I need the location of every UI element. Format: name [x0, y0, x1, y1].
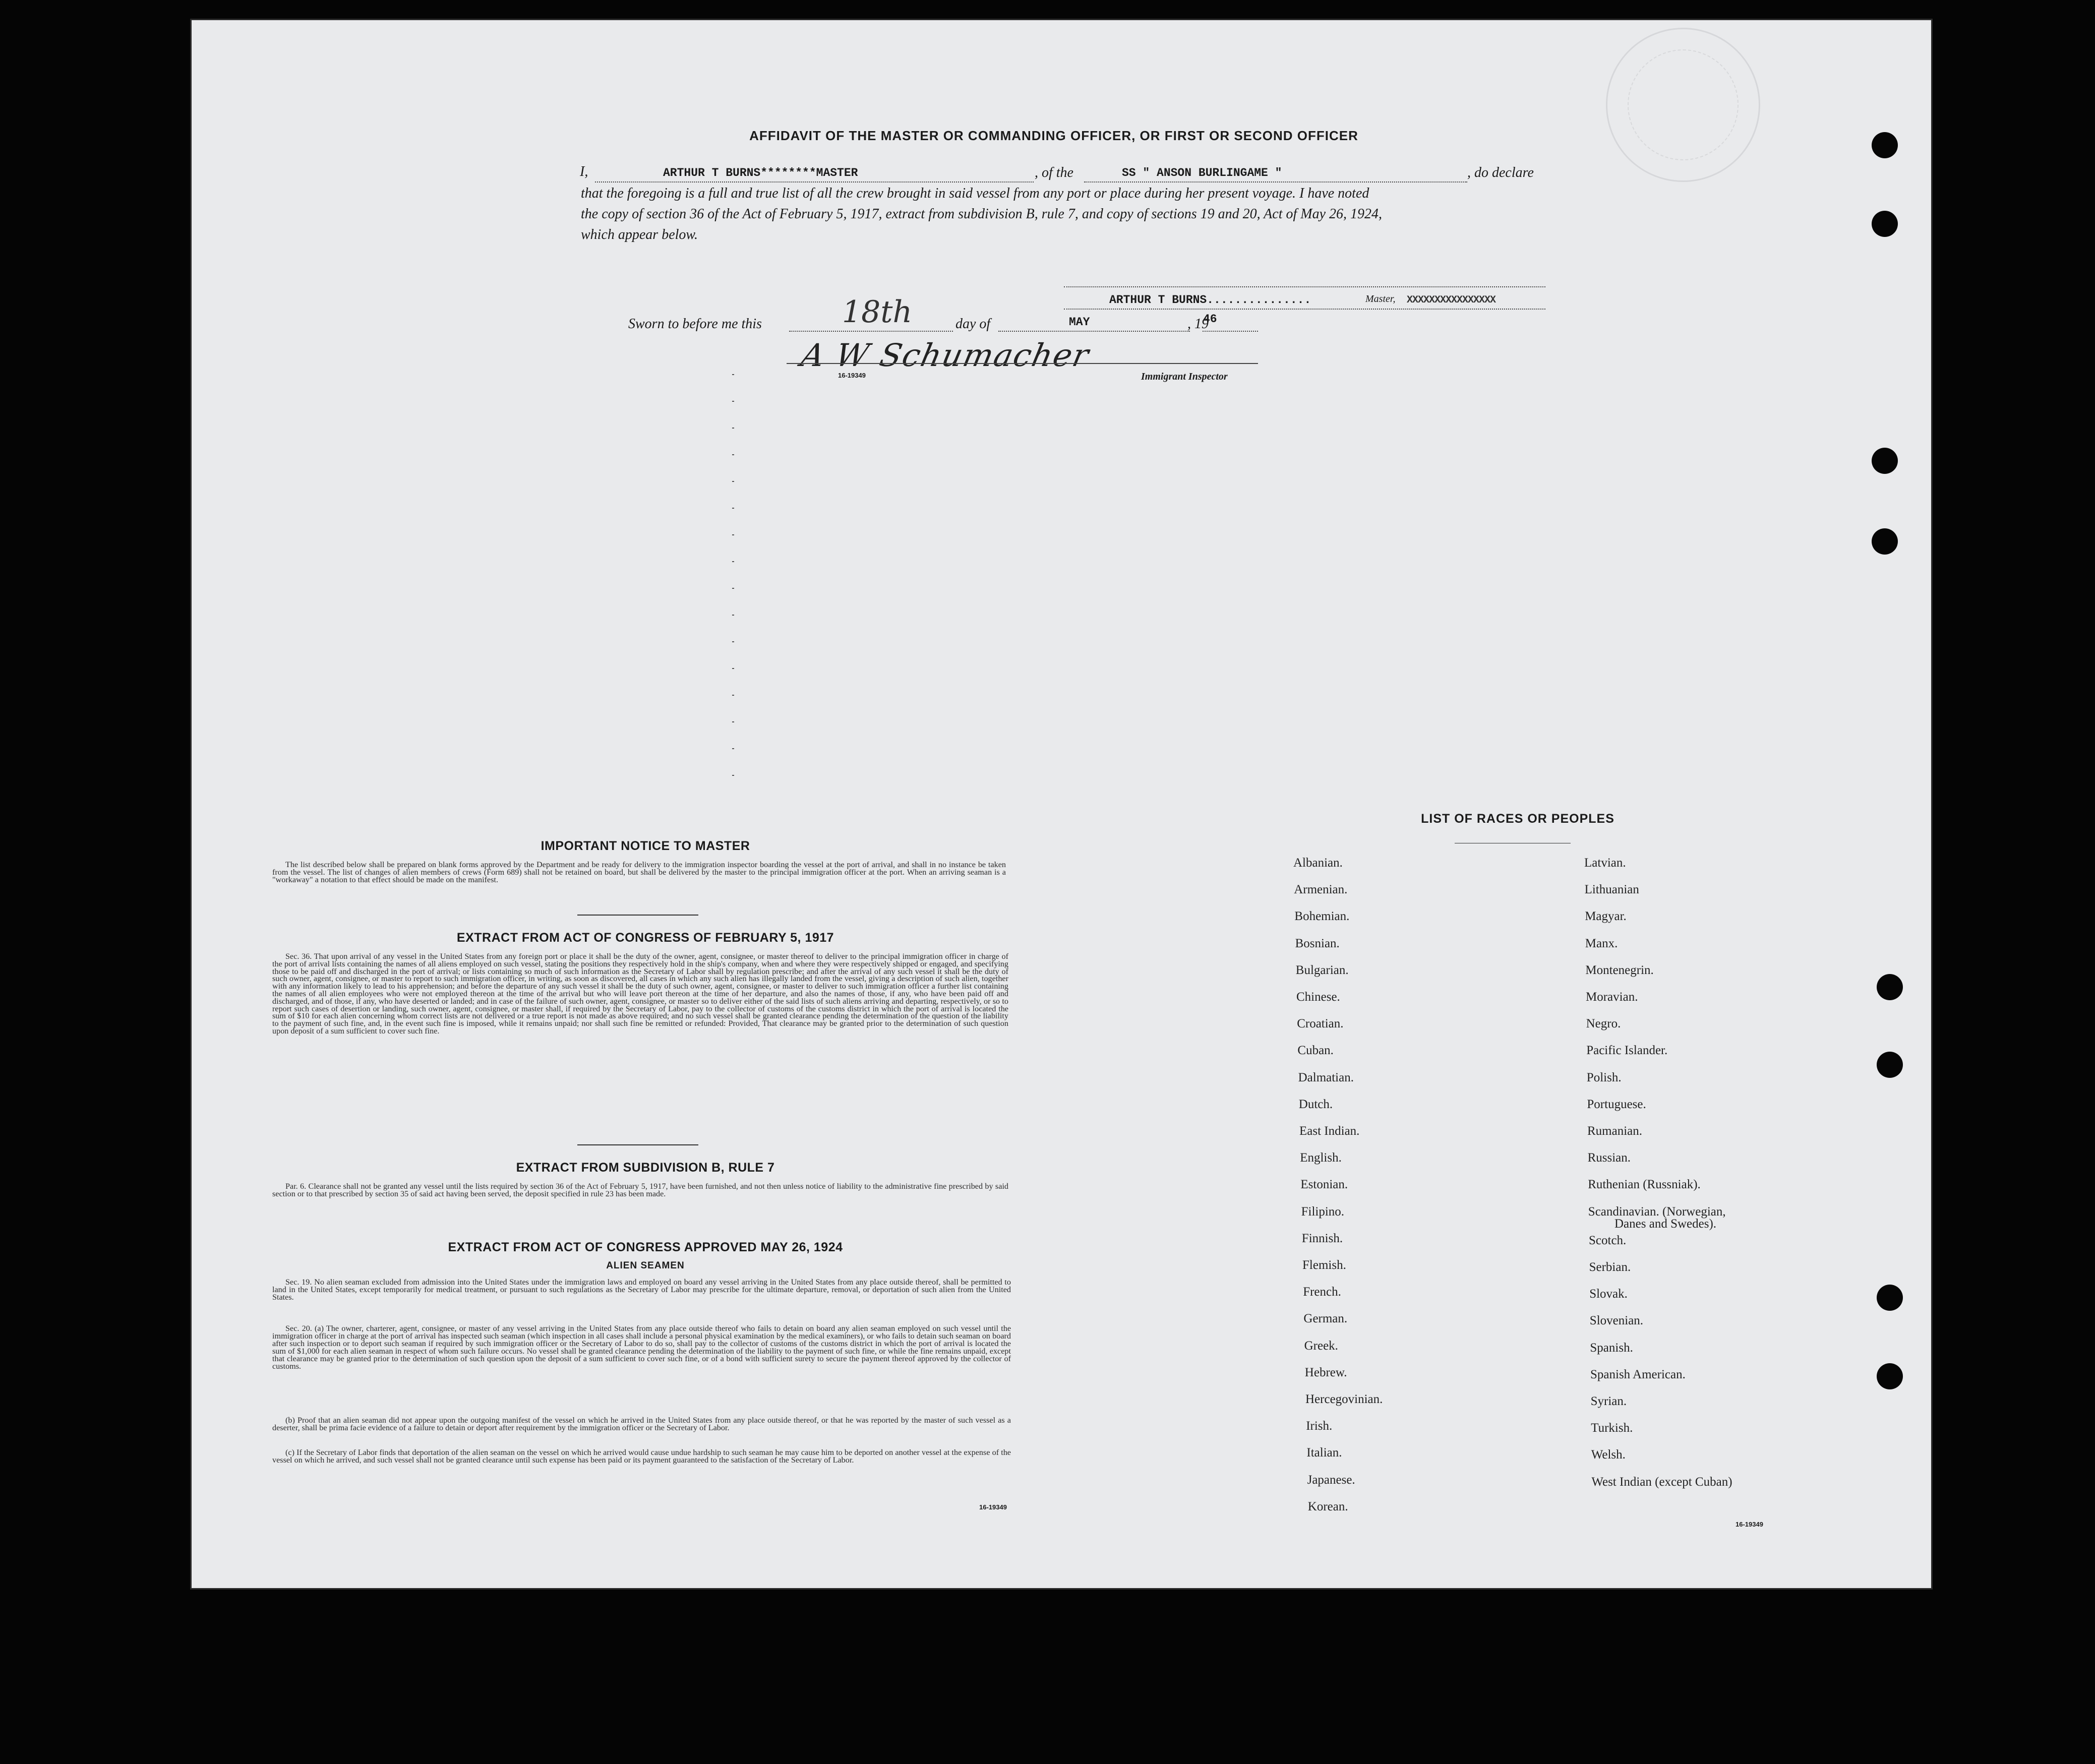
sworn-day-line: [789, 331, 953, 332]
sworn-month: MAY: [1069, 316, 1090, 329]
race-item: Scotch.: [1589, 1233, 1627, 1247]
embossed-seal: [1606, 28, 1760, 182]
race-item: Korean.: [1307, 1499, 1348, 1513]
margin-tick: [732, 428, 734, 429]
race-item: Dalmatian.: [1298, 1070, 1354, 1084]
extract2-text: Par. 6. Clearance shall not be granted any vessel until the lists required by section 36 of the Act of February 5, 1917, have been furnished, and not then unless notice of liability to the administrative fine prescribed by said section or to that prescribed by section 35 of said act having been served, the deposit specified in rule 23 has been made.: [272, 1182, 1008, 1198]
race-item: Ruthenian (Russniak).: [1588, 1178, 1701, 1192]
extract1-text: Sec. 36. That upon arrival of any vessel in the United States from any foreign port or place it shall be the duty of the owner, agent, consignee, or master thereof to deliver to the principal immigration officer in charge of the port of arrival lists containing the names of all aliens employed on such vessel, stating the positions they respectively hold in the ship's company, when and where they were respectively shipped or engaged, and specifying those to be paid off and discharged in the port of arrival; or lists containing so much of such information as the Secretary of Labor shall by regulation prescribe; and after the arrival of any such vessel it shall be the duty of such owner, agent, consignee, or master to report to such immigration officer, in writing, as soon as discovered, all cases in which any such alien has illegally landed from the vessel, giving a description of such alien, together with any information likely to lead to his apprehension; and before the departure of any such vessel it shall be the duty of such owner, agent, consignee, or master to deliver to such immigration officer a further list containing the names of all alien employees who were not employed thereon at the time of the arrival but who will leave port thereon at the time of her departure, and also the names of those, if any, who have been paid off and discharged, and of those, if any, who have deserted or landed; and in case of the failure of such owner, agent, consignee, or master so to deliver either of the said lists of such aliens arriving and departing, respectively, or so to report such cases of desertion or landing, such owner, agent, consignee, or master shall, if required by the Secretary of Labor, pay to the collector of customs of the customs district in which the port of arrival is located the sum of $10 for each alien concerning whom correct lists are not delivered or a true report is not made as above required; and no such vessel shall be granted clearance pending the determination of the question of the liability to the payment of such fine, and, in the event such fine is imposed, while it remains unpaid; nor shall such fine be remitted or refunded: Provided, That clearance may be granted prior to the determination of such question upon deposit of a sum sufficient to cover such fine.: [272, 952, 1008, 1036]
margin-tick: [732, 374, 734, 375]
race-item: Turkish.: [1591, 1421, 1633, 1435]
race-item: French.: [1303, 1285, 1341, 1299]
race-item: Bulgarian.: [1295, 963, 1349, 977]
race-item: Italian.: [1306, 1446, 1342, 1460]
margin-tick: [732, 401, 734, 402]
year-line: [1203, 331, 1258, 332]
name-line: [595, 181, 1034, 183]
punch-hole: [1877, 1285, 1903, 1311]
race-item: East Indian.: [1299, 1124, 1360, 1138]
margin-tick: [732, 748, 734, 749]
month-line: [998, 331, 1190, 332]
races-form-number: 16-19349: [1735, 1520, 1763, 1528]
year-suffix: 46: [1203, 313, 1217, 326]
punch-hole: [1877, 1052, 1903, 1078]
inspector-signature: A W Schumacher: [798, 337, 1093, 374]
sworn-text: Sworn to before me this: [628, 316, 762, 332]
sworn-day: 18th: [842, 294, 913, 330]
affidavit-form-number: 16-19349: [838, 372, 866, 379]
race-item: Russian.: [1587, 1151, 1631, 1165]
year-prefix: , 19: [1187, 316, 1209, 332]
officer-name: ARTHUR T BURNS********MASTER: [663, 166, 858, 179]
margin-tick: [732, 454, 734, 455]
extract3-title: EXTRACT FROM ACT OF CONGRESS APPROVED MAY 26, 1924: [448, 1240, 843, 1254]
race-item: Latvian.: [1584, 856, 1626, 870]
margin-tick: [732, 775, 734, 776]
divider: [577, 1144, 698, 1145]
vessel-line: [1084, 181, 1467, 183]
race-item: Moravian.: [1586, 990, 1638, 1004]
sec20b-text: (b) Proof that an alien seaman did not appear upon the outgoing manifest of the vessel on which he arrived in the United States from any place outside thereof, or that he was reported by the master of such vessel as a deserter, shall be prima facie evidence of a failure to detain or deport after requirement by the immigration officer or the Secretary of Labor.: [272, 1416, 1011, 1432]
signature-bottom-line: [1064, 309, 1545, 310]
master-label: Master,: [1365, 293, 1396, 305]
race-item: Japanese.: [1307, 1473, 1355, 1487]
race-item: Portuguese.: [1587, 1097, 1646, 1111]
race-item: Serbian.: [1589, 1260, 1631, 1274]
punch-hole: [1872, 211, 1898, 237]
extract3-subtitle: ALIEN SEAMEN: [606, 1260, 685, 1271]
race-item: Slovak.: [1589, 1287, 1628, 1301]
race-item: Armenian.: [1294, 883, 1348, 897]
race-item: Croatian.: [1297, 1017, 1344, 1031]
race-item: Danes and Swedes).: [1614, 1216, 1717, 1231]
race-item: Dutch.: [1298, 1097, 1333, 1111]
sec20a-text: Sec. 20. (a) The owner, charterer, agent, consignee, or master of any vessel arriving in the United States from any place outside thereof who fails to detain on board any alien seaman employed on such vessel until the immigration officer in charge at the port of arrival has inspected such seaman (which inspection in all cases shall include a personal physical examination by the medical examiners), or who fails to detain such seaman on board after such inspection or to deport such seaman if required by such immigration officer or the Secretary of Labor to do so, shall pay to the collector of customs of the customs district in which the port of arrival is located the sum of $1,000 for each alien seaman in respect of whom such failure occurs. No vessel shall be granted clearance pending the determination of the liability to the payment of such fine, or while the fine remains unpaid, except that clearance may be granted prior to the determination of such question upon the deposit of a sum sufficient to cover such fine, or of a bond with sufficient surety to secure the payment thereof approved by the collector of customs.: [272, 1324, 1011, 1371]
inspector-label: Immigrant Inspector: [1141, 371, 1228, 382]
extract2-title: EXTRACT FROM SUBDIVISION B, RULE 7: [516, 1161, 775, 1175]
race-item: Spanish American.: [1590, 1367, 1686, 1381]
race-item: Filipino.: [1301, 1204, 1345, 1219]
race-item: Welsh.: [1591, 1448, 1626, 1462]
of-the-text: , of the: [1035, 165, 1073, 180]
punch-hole: [1872, 448, 1898, 474]
race-item: German.: [1303, 1312, 1348, 1326]
notice-form-number: 16-19349: [979, 1503, 1007, 1511]
affidavit-prefix: I,: [580, 164, 588, 179]
races-title: LIST OF RACES OR PEOPLES: [1421, 812, 1614, 826]
race-item: Spanish.: [1590, 1341, 1633, 1355]
race-item: Slovenian.: [1589, 1314, 1644, 1328]
affidavit-body-line2: the copy of section 36 of the Act of February 5, 1917, extract from subdivision B, rule 7, and copy of sections 19 and 20, Act of May 26, 1924,: [581, 206, 1383, 222]
race-item: English.: [1300, 1151, 1342, 1165]
notice-title: IMPORTANT NOTICE TO MASTER: [541, 839, 750, 853]
race-item: Flemish.: [1302, 1258, 1346, 1272]
affidavit-heading: AFFIDAVIT OF THE MASTER OR COMMANDING OFFICER, OR FIRST OR SECOND OFFICER: [749, 128, 1358, 143]
margin-tick: [732, 615, 734, 616]
race-item: Greek.: [1304, 1339, 1338, 1353]
race-item: Pacific Islander.: [1586, 1044, 1668, 1058]
race-item: West Indian (except Cuban): [1591, 1475, 1732, 1489]
race-item: Hercegovinian.: [1305, 1392, 1383, 1406]
race-item: Estonian.: [1300, 1178, 1348, 1192]
margin-tick: [732, 534, 734, 535]
punch-hole: [1872, 132, 1898, 158]
divider: [577, 915, 698, 916]
margin-tick: [732, 695, 734, 696]
day-of-text: day of: [955, 316, 991, 332]
margin-tick: [732, 668, 734, 669]
race-item: Chinese.: [1296, 990, 1340, 1004]
punch-hole: [1877, 974, 1903, 1000]
race-item: Negro.: [1586, 1017, 1621, 1031]
extract1-title: EXTRACT FROM ACT OF CONGRESS OF FEBRUARY 5, 1917: [456, 931, 834, 945]
race-item: Irish.: [1306, 1419, 1333, 1433]
inspector-line: [787, 363, 1258, 364]
affidavit-body-line3: which appear below.: [581, 227, 698, 242]
race-item: Hebrew.: [1304, 1365, 1347, 1379]
do-declare-text: , do declare: [1467, 165, 1534, 180]
vessel-name: SS " ANSON BURLINGAME ": [1122, 166, 1282, 179]
sec19-text: Sec. 19. No alien seaman excluded from admission into the United States under the immigration laws and employed on board any vessel arriving in the United States from any place outside thereof, shall be permitted to land in the United States, except temporarily for medical treatment, or pursuant to such regulations as the Secretary of Labor may prescribe for the ultimate departure, removal, or deportation of such alien from the United States.: [272, 1278, 1011, 1302]
race-item: Syrian.: [1590, 1394, 1627, 1408]
race-item: Finnish.: [1301, 1231, 1343, 1245]
race-item: Polish.: [1586, 1070, 1622, 1084]
notice-text: The list described below shall be prepared on blank forms approved by the Department and be ready for delivery to the immigration inspector boarding the vessel at the port of arrival, and shall in no instance be taken from the vessel. The list of changes of alien members of crews (Form 689) shall not be retained on board, but shall be delivered by the master to the principal immigration officer at the port. When an arriving seaman is a "workaway" a notation to that effect should be made on the manifest.: [272, 860, 1006, 884]
punch-hole: [1872, 528, 1898, 555]
margin-tick: [732, 481, 734, 482]
race-item: Montenegrin.: [1585, 963, 1654, 977]
margin-tick: [732, 508, 734, 509]
race-item: Rumanian.: [1587, 1124, 1643, 1138]
margin-tick: [732, 721, 734, 722]
master-typed-signature: ARTHUR T BURNS...............: [1109, 293, 1311, 307]
race-item: Magyar.: [1585, 909, 1627, 924]
race-item: Cuban.: [1297, 1044, 1334, 1058]
race-item: Albanian.: [1293, 856, 1343, 870]
master-struck-text: XXXXXXXXXXXXXXXX: [1407, 294, 1496, 306]
signature-top-line: [1064, 286, 1545, 287]
race-item: Manx.: [1585, 936, 1618, 950]
margin-tick: [732, 641, 734, 642]
race-item: Lithuanian: [1584, 883, 1639, 897]
margin-tick: [732, 561, 734, 562]
affidavit-body-line1: that the foregoing is a full and true list of all the crew brought in said vessel from any port or place during her present voyage. I have noted: [581, 186, 1369, 201]
race-item: Scandinavian. (Norwegian,: [1588, 1204, 1726, 1219]
race-item: Bohemian.: [1294, 909, 1350, 924]
punch-hole: [1877, 1363, 1903, 1389]
race-item: Bosnian.: [1295, 936, 1340, 950]
margin-tick: [732, 588, 734, 589]
sec20c-text: (c) If the Secretary of Labor finds that deportation of the alien seaman on the vessel on which he arrived would cause undue hardship to such seaman he may cause him to be deported on another vessel at the expense of the vessel on which he arrived, and such vessel shall not be granted clearance until such expense has been paid or its payment guaranteed to the satisfaction of the Secretary of Labor.: [272, 1448, 1011, 1465]
